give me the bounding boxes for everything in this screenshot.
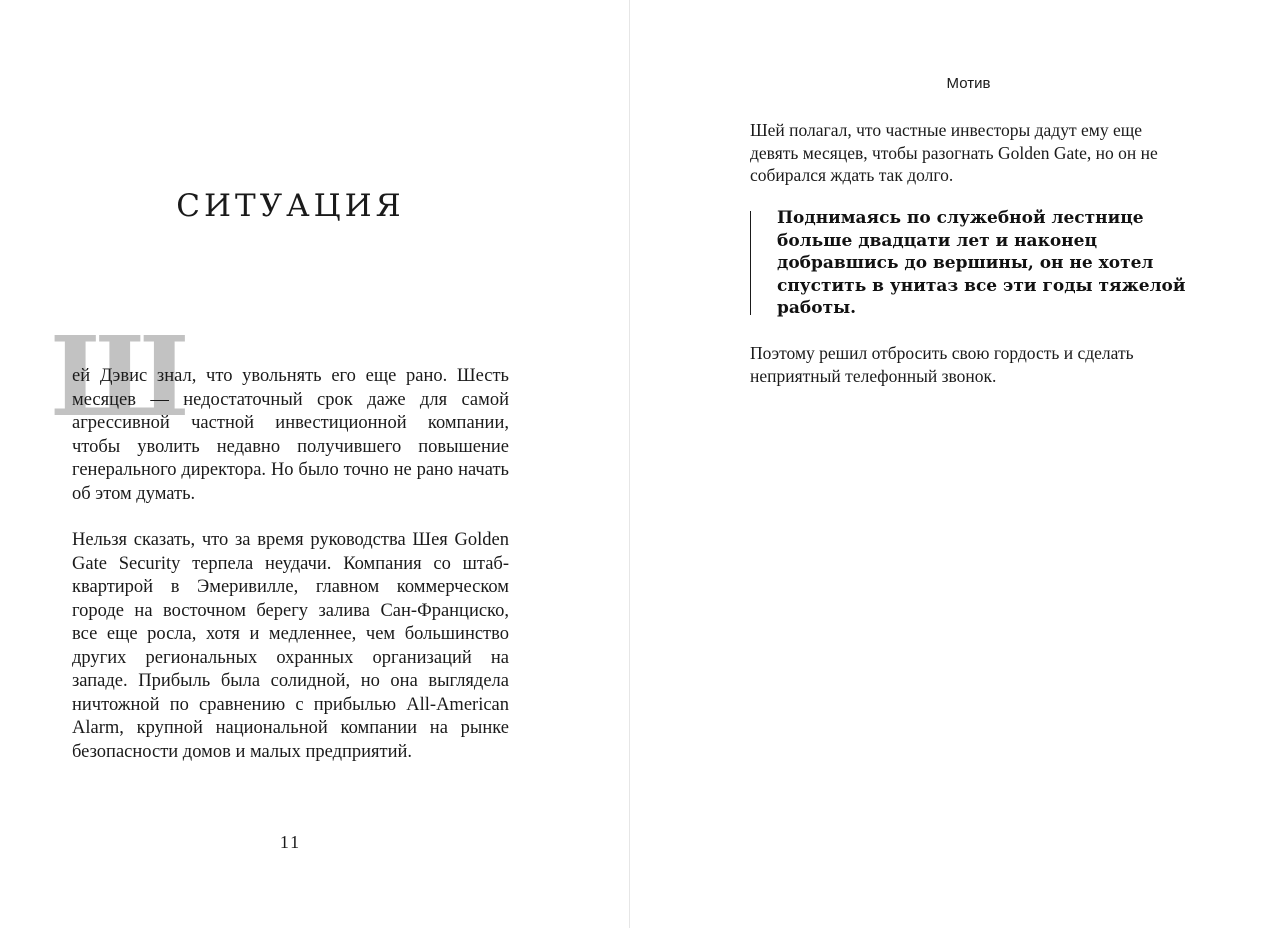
page-number: 11 (279, 832, 302, 852)
pull-quote (750, 208, 1191, 318)
paragraph-text: Шей полагал, что частные инвесторы дадут ему еще девять месяцев, чтобы разогнать Golden Gate, но он не собирался ждать так долго. (750, 120, 1158, 185)
right-body-paragraph-1 (750, 119, 1190, 187)
paragraph-2: Нельзя сказать, что за время руководства Шея Golden Gate Security терпела неудачи. Компания со штаб-квартирой в Эмеривилле, главном коммерческом городе на восточном берегу залива Сан-Франциско, все еще росла, хотя и медленнее, чем большинство других региональных охранных организаций на западе. Прибыль была солидной, но она выглядела ничтожной по сравнению с прибылью All-American Alarm, крупной национальной компании на рынке безопасности домов и малых предприятий. (72, 530, 509, 762)
right-body-paragraph-2 (750, 342, 1190, 387)
running-head: Мотив (946, 75, 991, 92)
left-body-text (72, 365, 509, 787)
drop-cap: Ш (50, 312, 190, 441)
chapter-title: СИТУАЦИЯ (176, 188, 405, 224)
paragraph-1: ей Дэвис знал, что увольнять его еще рано. Шесть месяцев — недостаточный срок даже для самой агрессивной частной инвестиционной компании, чтобы уволить недавно получившего повышение генерального директора. Но было точно не рано начать об этом думать. (72, 366, 509, 504)
right-page (630, 0, 1262, 928)
left-page (0, 0, 629, 928)
pull-quote-text: Поднимаясь по служебной лестнице больше двадцати лет и наконец добравшись до вершины, он не хотел спустить в унитаз все эти годы тяжелой работы. (777, 208, 1186, 318)
paragraph-text: Поэтому решил отбросить свою гордость и сделать неприятный телефонный звонок. (750, 343, 1134, 386)
